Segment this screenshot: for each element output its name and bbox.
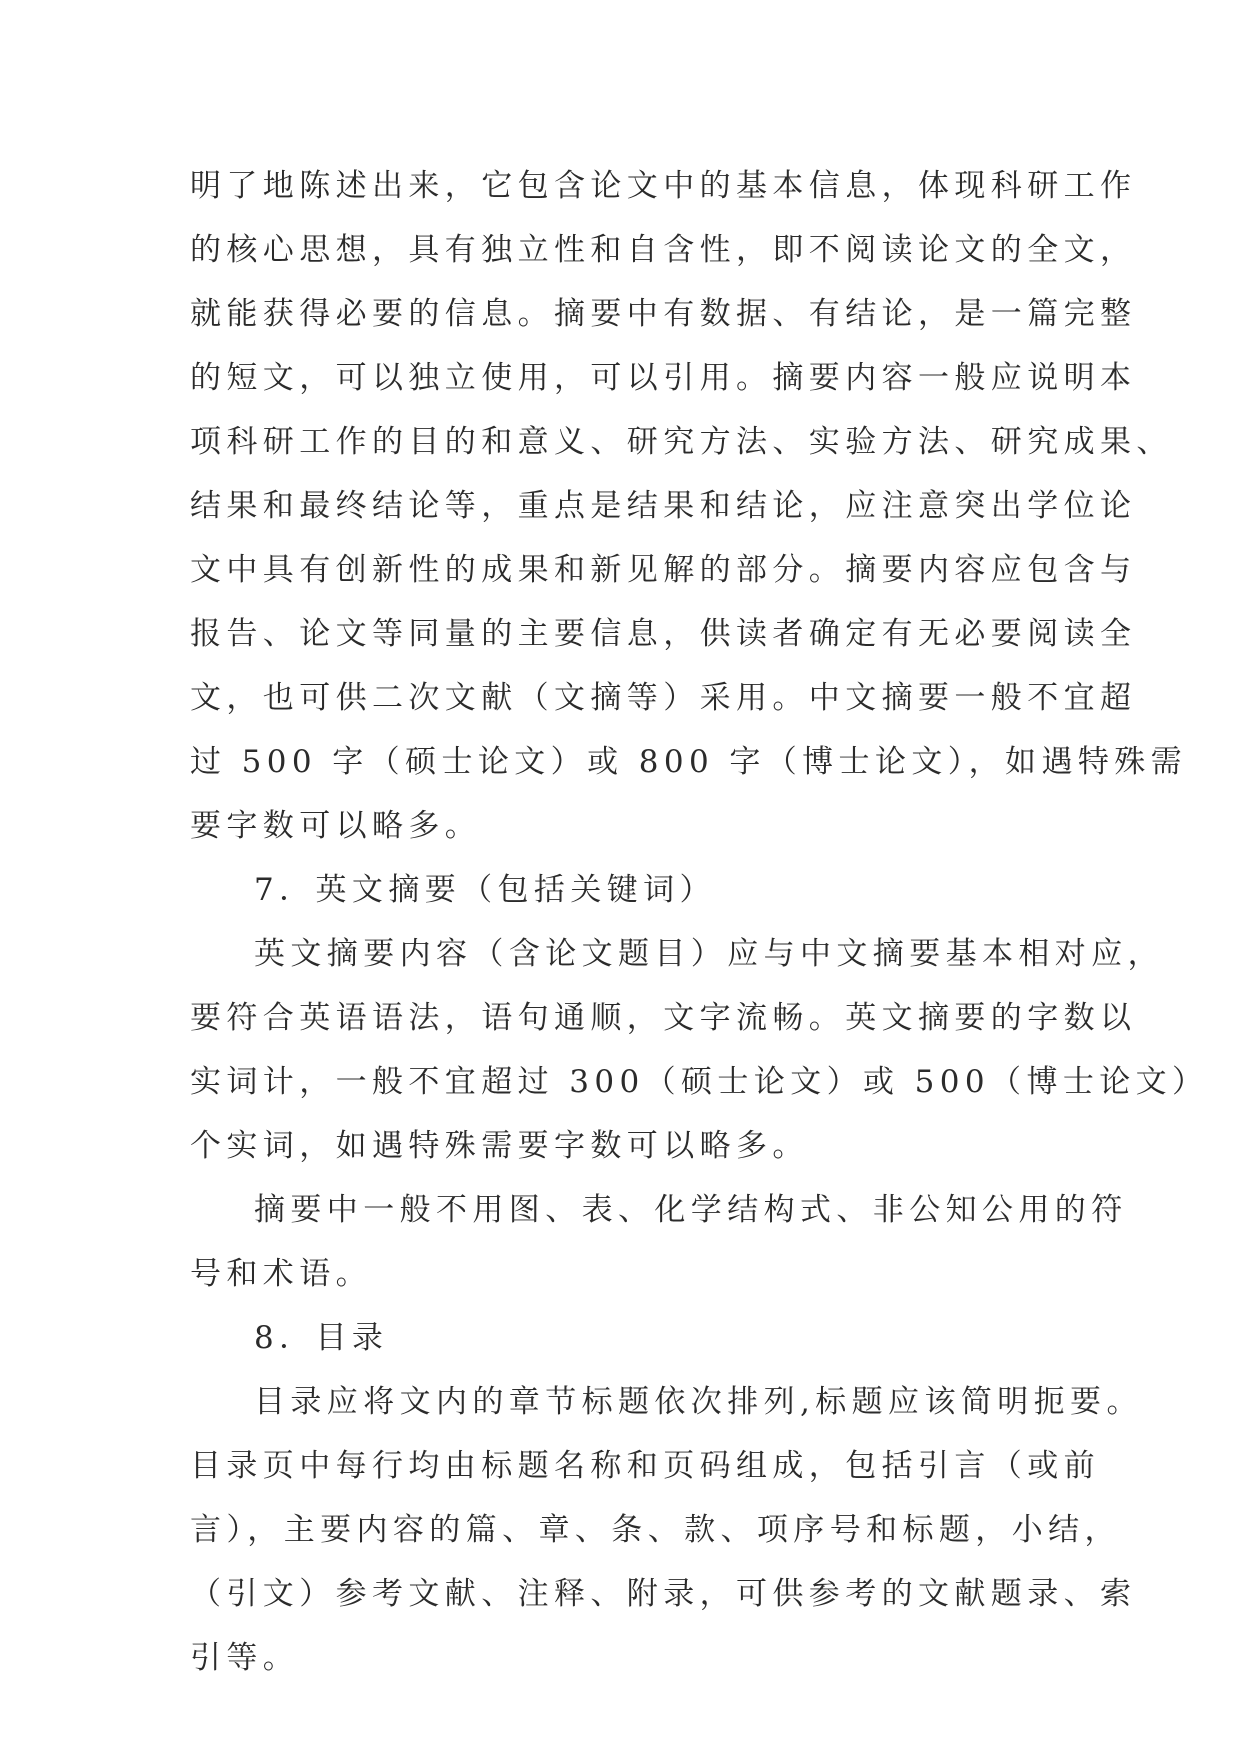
section-heading: 7．英文摘要（包括关键词） — [254, 872, 716, 908]
text-line: 就能获得必要的信息。摘要中有数据、有结论，是一篇完整 — [190, 296, 1137, 332]
text-line: 结果和最终结论等，重点是结果和结论，应注意突出学位论 — [190, 488, 1137, 524]
text-line: 言），主要内容的篇、章、条、款、项序号和标题，小结， — [190, 1512, 1121, 1548]
text-line: 号和术语。 — [190, 1256, 372, 1292]
text-line: 目录页中每行均由标题名称和页码组成，包括引言（或前 — [190, 1448, 1100, 1484]
section-heading: 8．目录 — [254, 1320, 389, 1356]
text-line: 英文摘要内容（含论文题目）应与中文摘要基本相对应， — [254, 936, 1164, 972]
text-line: （引文）参考文献、注释、附录，可供参考的文献题录、索 — [190, 1576, 1137, 1612]
text-line: 的核心思想，具有独立性和自含性，即不阅读论文的全文， — [190, 232, 1137, 268]
text-line: 报告、论文等同量的主要信息，供读者确定有无必要阅读全 — [190, 616, 1137, 652]
text-line: 要符合英语语法，语句通顺，文字流畅。英文摘要的字数以 — [190, 1000, 1137, 1036]
text-line: 项科研工作的目的和意义、研究方法、实验方法、研究成果、 — [190, 424, 1173, 460]
text-line: 文，也可供二次文献（文摘等）采用。中文摘要一般不宜超 — [190, 680, 1137, 716]
text-line: 要字数可以略多。 — [190, 808, 482, 844]
text-line: 的短文，可以独立使用，可以引用。摘要内容一般应说明本 — [190, 360, 1137, 396]
text-line: 引等。 — [190, 1640, 300, 1676]
text-line: 摘要中一般不用图、表、化学结构式、非公知公用的符 — [254, 1192, 1128, 1228]
text-line: 实词计，一般不宜超过 300（硕士论文）或 500（博士论文） — [190, 1064, 1209, 1100]
text-line: 目录应将文内的章节标题依次排列,标题应该简明扼要。 — [254, 1384, 1143, 1420]
text-line: 文中具有创新性的成果和新见解的部分。摘要内容应包含与 — [190, 552, 1137, 588]
text-line: 个实词，如遇特殊需要字数可以略多。 — [190, 1128, 809, 1164]
text-line: 过 500 字（硕士论文）或 800 字（博士论文），如遇特殊需 — [190, 744, 1188, 780]
text-line: 明了地陈述出来，它包含论文中的基本信息，体现科研工作 — [190, 168, 1137, 204]
